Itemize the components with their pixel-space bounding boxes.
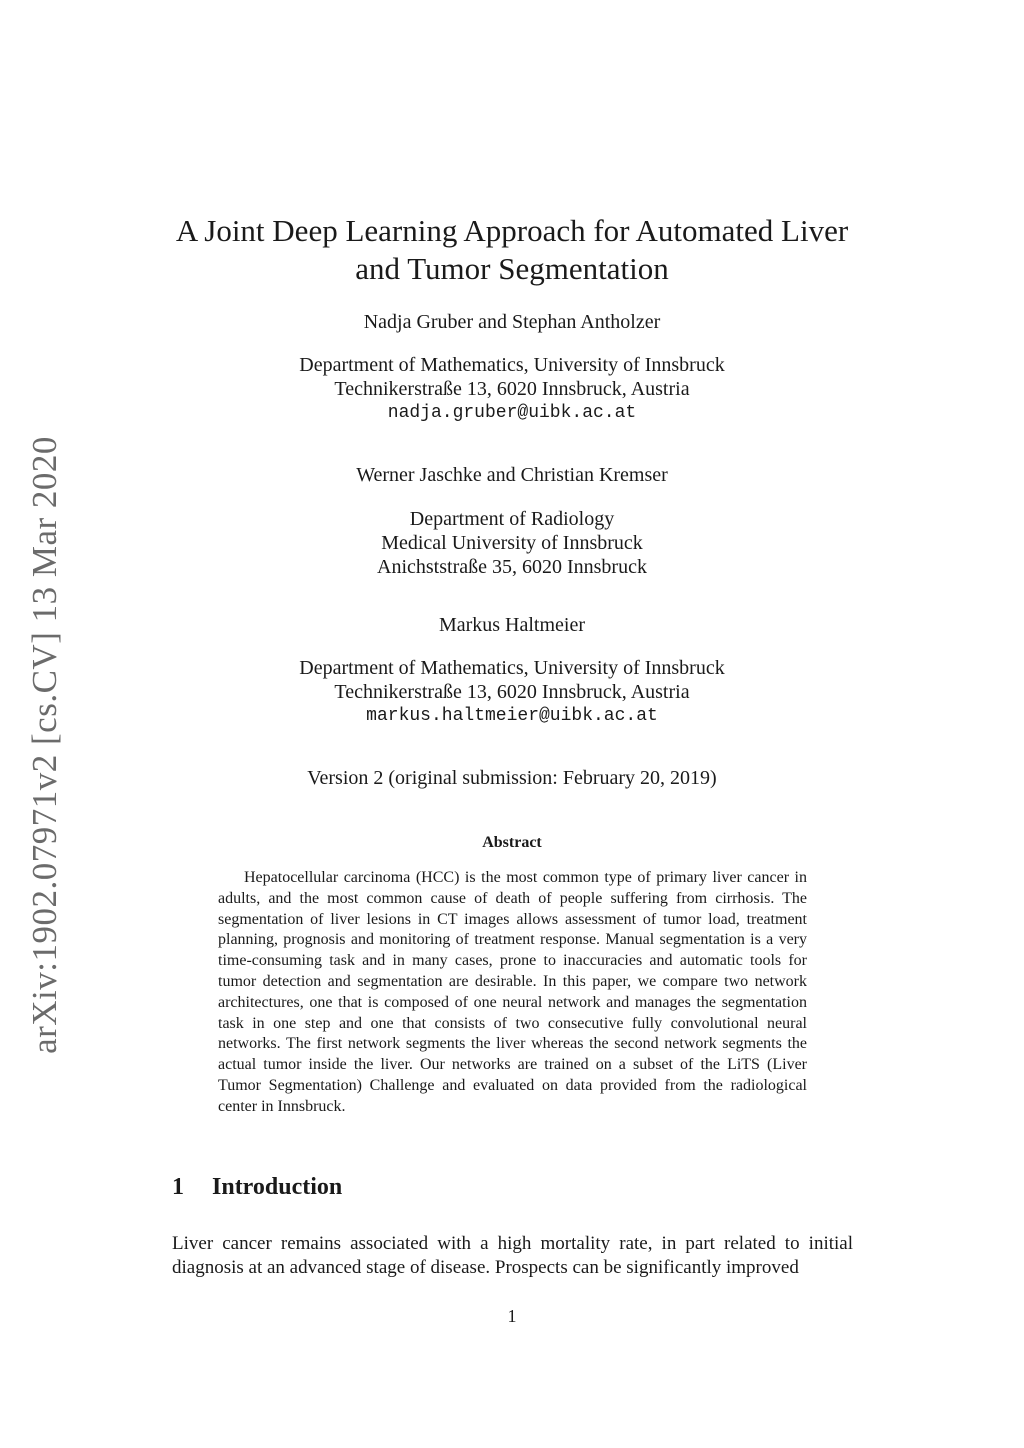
author-names-group-2: Werner Jaschke and Christian Kremser [356,464,668,486]
affiliation-line: Anichststraße 35, 6020 Innsbruck [377,556,647,578]
affiliation-line: Technikerstraße 13, 6020 Innsbruck, Austria [334,378,690,400]
abstract-heading: Abstract [482,834,542,851]
title-line-1: A Joint Deep Learning Approach for Automated Liver [175,213,849,248]
author-email: nadja.gruber@uibk.ac.at [387,403,637,423]
section-heading [172,1174,342,1201]
author-names-group-3: Markus Haltmeier [438,614,586,636]
introduction-text: Liver cancer remains associated with a high mortality rate, in part related to initial diagnosis at an advanced stage of disease. Prospects can be significantly improved [172,1233,853,1278]
affiliation-line: Department of Mathematics, University of Innsbruck [299,354,725,376]
affiliation-group-2 [172,507,852,579]
affiliation-group-3 [172,656,852,728]
author-email: markus.haltmeier@uibk.ac.at [366,706,658,726]
version-note: Version 2 (original submission: February 20, 2019) [307,767,717,789]
title-line-2: and Tumor Segmentation [355,251,669,286]
affiliation-line: Technikerstraße 13, 6020 Innsbruck, Austria [334,681,690,703]
affiliation-line: Department of Mathematics, University of Innsbruck [299,657,725,679]
author-names-group-1: Nadja Gruber and Stephan Antholzer [363,311,661,333]
abstract-text: Hepatocellular carcinoma (HCC) is the most common type of primary liver cancer in adults, and the most common cause of death of people suffering from cirrhosis. The segmentation of liver lesions in CT images allows assessment of tumor load, treatment planning, prognosis and monitoring of treatment response. Manual segmentation is a very time-consuming task and in many cases, prone to inaccuracies and automatic tools for tumor detection and segmentation are desirable. In this paper, we compare two network architectures, one that is composed of one neural network and manages the segmentation task in one step and one that consists of two consecutive fully convolutional neural networks. The first network segments the liver whereas the second network segments the actual tumor inside the liver. Our networks are trained on a subset of the LiTS (Liver Tumor Segmentation) Challenge and evaluated on data provided from the radiological center in Innsbruck. [218,869,807,1115]
arxiv-identifier-stamp: arXiv:1902.07971v2 [cs.CV] 13 Mar 2020 [25,436,64,1054]
section-number: 1 [172,1174,184,1200]
section-title: Introduction [212,1174,343,1200]
affiliation-group-1 [172,353,852,425]
affiliation-line: Department of Radiology [409,508,615,530]
page-number: 1 [507,1306,517,1326]
affiliation-line: Medical University of Innsbruck [381,532,643,554]
paper-title [172,212,852,288]
